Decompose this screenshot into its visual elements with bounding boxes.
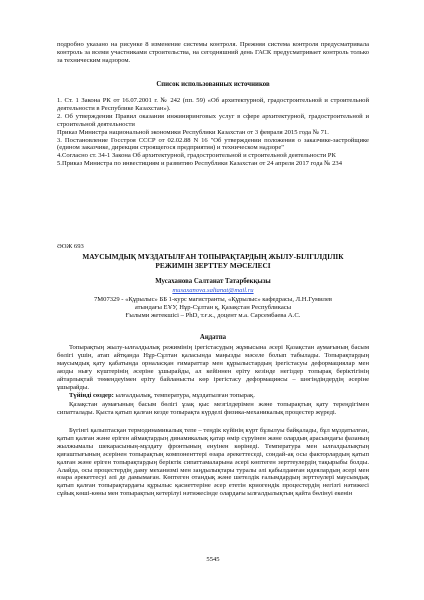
top-paragraph: подробно указано на рисунке 8 изменение системы контроля. Прежняя система контроля предусматривала контроль за всеми участниками строительства, на сегодняшний день ГАСК предусматривает контроль только за техническим надзором. [57,41,369,64]
reference-item: 3. Постановление Госстроя СССР от 02.02.88 N 16 "Об утверждении положения о заказчике-застройщике (едином заказчике, дирекции строящегося предприятия) и техническом надзоре" [57,136,369,152]
body-paragraph-1: Бүгінгі қалыптасқан термодинамикалық тепе – теңдік күйінің күрт бұзылуы байқалады, бұл мұздатылған, қатып қалған және еріген аймақтардың динамикалық қатар өмір сүруінен және олардың арасындағы фазаның жылжымалы шекарасының-мұздату фронтының енуінен көрінеді. Температура мен ылғалдылықтың қиғаштығының әсерінен топырақтың компоненттері өзара әрекеттеседі, сондай-ақ осы факторлардың қатып қалған және еріген топырақтардың беріктік сипаттамаларына әсері көптеген зерттеулердің тақырыбы болды. Алайда, осы процестердің даму механизмі мен заңдылықтары туралы әлі қабылданған идеялардың әсері мен өзара әрекеттесуі әлі де дамымаған. Көптеген отандық және шетелдік ғалымдардың зерттеулері маусымдық қатып қалған топырақтардағы құрылыс қасиеттеріне әсер ететін криогендік процестердің негізгі нәтижесі сұйық көші-көны мен топырақтың кетерілуі нәтижесінде олардағы ылғалдылықтың қайта бөлінуі екенін [57,427,369,498]
author-email-link[interactable]: musaxanova.saltanat@mail.ru [172,287,254,294]
references-list [57,97,369,168]
references-heading: Список использованных источников [156,81,270,88]
abstract-paragraph-2: Қазақстан аумағының басым бөлігі ұзақ қыс мезгілдерімен және топырақтың қату тереңдігімен сипатталады. Қыста қатып қалған кезде топырақта күрделі физика-механикалық процестер жүреді. [57,401,369,416]
keywords-label: Түйінді сөздер: [69,392,114,399]
article-title-line: МАУСЫМДЫҚ МҰЗДАТЫЛҒАН ТОПЫРАҚТАРДЫҢ ЖЫЛУ-БІЛГІЛДІЛІК [82,252,344,261]
page-number: 5545 [206,556,220,563]
affiliation-line: 7М07329 - «Құрылыс» ББ 1-курс магистранты, «Құрылыс» кафедрасы, Л.Н.Гумилев [94,296,332,303]
affiliation [57,296,369,320]
abstract-heading: Аңдатпа [199,334,227,341]
reference-item: 5.Приказ Министра по инвестициям и развитию Республики Казахстан от 24 апреля 2017 года № 234 [57,160,342,168]
keywords-text: ылғалдылық, температура, мұздатылған топырақ. [113,392,255,399]
reference-item: 1. Ст. 1 Закона РК от 16.07.2001 г. № 242 (пп. 59) «Об архитектурной, градостроительной и строительной деятельности в Республике Казахстан»). [57,97,369,112]
affiliation-line: атындағы ЕҰУ, Нұр-Сұлтан қ, Қазақстан Республикасы [134,304,292,311]
udc-code: ӘОЖ 693 [57,243,84,250]
article-title-line: РЕЖИМІН ЗЕРТТЕУ МӘСЕЛЕСІ [155,261,271,270]
reference-item: 4.Согласно ст. 34-1 Закона Об архитектурной, градостроительной и строительной деятельности РК [57,152,336,160]
keywords [57,392,369,400]
article-title [57,252,369,270]
reference-item: Приказ Министра национальной экономики Республики Казахстан от 3 февраля 2015 года № 71. [57,128,329,136]
supervisor-line: Ғылыми жетекшісі – PhD, т.ғ.к., доцент м.а. Сарсембаева А.С. [125,312,301,319]
author-name: Мусаханова Салтанат Татарбекқызы [155,278,271,285]
reference-item: 2. Об утверждении Правил оказания инжиниринговых услуг в сфере архитектурной, градостроительной и строительной деятельности [57,112,369,128]
abstract-text: Топырақтың жылу-ылғалдылық режимінің ірегістасудың жұмысына әсері Қазақстан аумағының басым бөлігі үшін, атап айтқанда Нұр-Сұлтан қаласында маңызды мәселе болып табылады. Топырақтардың маусымдық қату қабатында орналасқан ғимараттар мен құрылыстардың ірегістасуы деформациялар мен аязды нығу күштерінің әсеріне ұшырайды, ал кейіннен еріту кезінде негіздер топырақ беріктігінің айтарлықтай төмендеуімен еріту байланысты көр ірегістасу деформациясы – шөгіндіндердің әсеріне ұшырайды. [57,344,369,391]
